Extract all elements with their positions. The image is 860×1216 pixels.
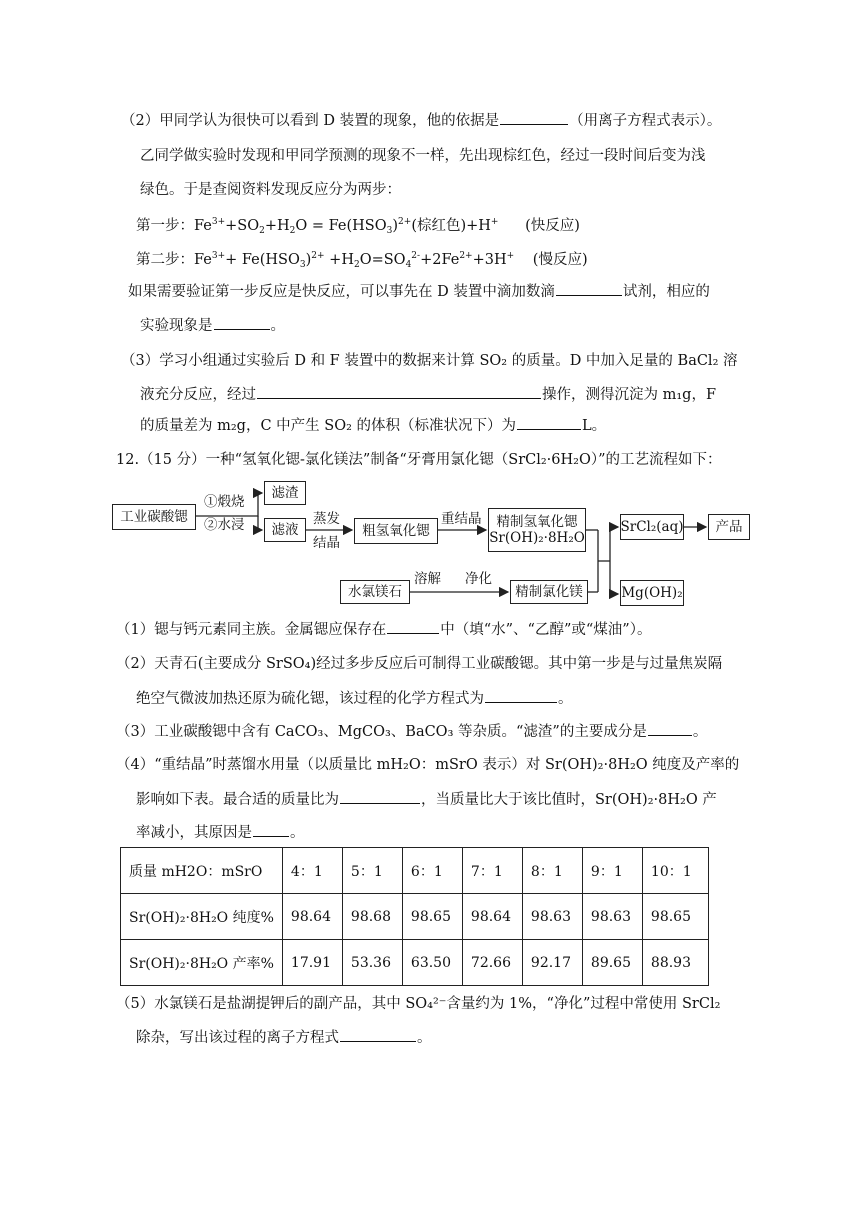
flow-box-refined-mgcl2: 精制氯化镁 bbox=[510, 580, 588, 604]
q12-s4-line3 bbox=[136, 822, 305, 843]
q2-text: 。 bbox=[270, 318, 285, 334]
q2-text: （用离子方程式表示）。 bbox=[569, 113, 722, 129]
flow-label-purify: 净化 bbox=[465, 571, 492, 587]
table-cell: 98.63 bbox=[582, 894, 642, 940]
q3-text: L。 bbox=[582, 418, 607, 434]
answer-blank[interactable] bbox=[253, 822, 289, 837]
equation: $Fe^{3+}+ Fe(HSO_3)^{2+} +H_2O=SO_4^{2-}+2Fe^{2+}+3H^+$ bbox=[194, 251, 515, 270]
answer-blank[interactable] bbox=[257, 384, 541, 399]
q12-text: 。 bbox=[692, 724, 708, 740]
q12-s4-line1: （4）“重结晶”时蒸馏水用量（以质量比 mH₂O：mSrO 表示）对 Sr(OH)₂·8H₂O 纯度及产率的 bbox=[116, 757, 740, 773]
table-header-cell: 7：1 bbox=[462, 848, 522, 894]
q12-text: 绝空气微波加热还原为硫化锶，该过程的化学方程式为 bbox=[136, 691, 484, 707]
table-cell: 98.65 bbox=[642, 894, 708, 940]
answer-blank[interactable] bbox=[500, 110, 568, 125]
q12-s1 bbox=[116, 619, 651, 640]
table-header-cell: 10：1 bbox=[642, 848, 708, 894]
table-header-cell: 4：1 bbox=[282, 848, 342, 894]
table-cell: 89.65 bbox=[582, 940, 642, 986]
q3-text: 液充分反应，经过 bbox=[140, 387, 256, 403]
table-header-cell: 9：1 bbox=[582, 848, 642, 894]
q12-s5-line1: （5）水氯镁石是盐湖提钾后的副产品，其中 SO₄²⁻含量约为 1%，“净化”过程中常使用 SrCl₂ bbox=[116, 996, 721, 1012]
step-note: (慢反应) bbox=[532, 252, 588, 268]
q12-text: 。 bbox=[417, 1030, 432, 1046]
flow-box-crude: 粗氢氧化锶 bbox=[354, 518, 438, 544]
table-cell: Sr(OH)₂·8H₂O 纯度% bbox=[121, 894, 283, 940]
table-cell: 98.65 bbox=[402, 894, 462, 940]
flow-box-residue: 滤渣 bbox=[264, 481, 306, 505]
flow-label-recryst: 重结晶 bbox=[441, 511, 482, 527]
table-cell: 98.64 bbox=[462, 894, 522, 940]
q12-text: ，当质量比大于该比值时，Sr(OH)₂·8H₂O 产 bbox=[421, 792, 717, 808]
q12-text: 率减小，其原因是 bbox=[136, 825, 252, 841]
table-row bbox=[121, 940, 709, 986]
answer-blank[interactable] bbox=[517, 415, 581, 430]
flow-box-filtrate: 滤液 bbox=[264, 518, 306, 542]
step-label: 第一步： bbox=[136, 218, 194, 234]
flow-box-start: 工业碳酸锶 bbox=[112, 504, 196, 530]
q2-text: 试剂，相应的 bbox=[622, 284, 710, 300]
q12-title: 12.（15 分）一种“氢氧化锶-氯化镁法”制备“牙膏用氯化锶（SrCl₂·6H₂O）”的工艺流程如下： bbox=[116, 452, 722, 468]
table-row bbox=[121, 848, 709, 894]
flow-box-bischofite: 水氯镁石 bbox=[340, 580, 410, 604]
q12-text: 影响如下表。最合适的质量比为 bbox=[136, 792, 339, 808]
table-header-cell: 6：1 bbox=[402, 848, 462, 894]
table-cell: 98.63 bbox=[522, 894, 582, 940]
q2-step-2 bbox=[136, 246, 588, 275]
flow-label-leach: ②水浸 bbox=[204, 517, 245, 533]
q2-line-2: 乙同学做实验时发现和甲同学预测的现象不一样，先出现棕红色，经过一段时间后变为浅 bbox=[140, 148, 706, 164]
flow-box-refined-line1: 精制氢氧化锶 bbox=[496, 514, 578, 530]
flow-label-dissolve: 溶解 bbox=[414, 571, 441, 587]
q12-s4-line2 bbox=[136, 789, 717, 810]
table-cell: Sr(OH)₂·8H₂O 产率% bbox=[121, 940, 283, 986]
flow-box-product: 产品 bbox=[708, 514, 750, 540]
flow-label-evap: 蒸发 bbox=[313, 511, 340, 527]
flow-label-cryst: 结晶 bbox=[313, 535, 340, 551]
answer-blank[interactable] bbox=[556, 281, 622, 296]
step-note: (快反应) bbox=[525, 218, 580, 234]
q2-line-1 bbox=[121, 110, 721, 131]
table-cell: 92.17 bbox=[522, 940, 582, 986]
table-cell: 98.68 bbox=[342, 894, 402, 940]
table-header-cell: 5：1 bbox=[342, 848, 402, 894]
step-label: 第二步： bbox=[136, 252, 194, 268]
q12-text: 。 bbox=[290, 825, 305, 841]
q12-s2-line2 bbox=[136, 688, 573, 709]
flow-box-refined-line2: Sr(OH)₂·8H₂O bbox=[489, 530, 585, 546]
answer-blank[interactable] bbox=[340, 1027, 416, 1042]
answer-blank[interactable] bbox=[214, 315, 270, 330]
q12-text: 中（填“水”、“乙醇”或“煤油”）。 bbox=[440, 622, 652, 638]
table-cell: 72.66 bbox=[462, 940, 522, 986]
flow-box-refined-sroh bbox=[488, 508, 586, 552]
flow-label-calcine: ①煅烧 bbox=[204, 494, 245, 510]
table-header-cell: 质量 mH2O：mSrO bbox=[121, 848, 283, 894]
q12-s3 bbox=[116, 721, 707, 742]
equation: $Fe^{3+}+SO_2+H_2O = Fe(HSO_3)^{2+}$(棕红色)+H+ bbox=[194, 217, 499, 236]
table-row bbox=[121, 894, 709, 940]
q3-text: 的质量差为 m₂g，C 中产生 SO₂ 的体积（标准状况下）为 bbox=[140, 418, 517, 434]
q3-text: 操作，测得沉淀为 m₁g，F bbox=[542, 387, 717, 403]
q2-line-7 bbox=[140, 315, 285, 336]
q12-text: （3）工业碳酸锶中含有 CaCO₃、MgCO₃、BaCO₃ 等杂质。“滤渣”的主要成分是 bbox=[116, 724, 647, 740]
flow-box-mgoh2: Mg(OH)₂ bbox=[620, 580, 684, 606]
q2-text: 如果需要验证第一步反应是快反应，可以事先在 D 装置中滴加数滴 bbox=[128, 284, 555, 300]
q12-text: 除杂，写出该过程的离子方程式 bbox=[136, 1030, 339, 1046]
table-cell: 17.91 bbox=[282, 940, 342, 986]
q12-s2-line1: （2）天青石(主要成分 SrSO₄)经过多步反应后可制得工业碳酸锶。其中第一步是与过量焦炭隔 bbox=[116, 656, 723, 672]
table-cell: 88.93 bbox=[642, 940, 708, 986]
q2-line-6 bbox=[128, 281, 710, 302]
q3-line-2 bbox=[140, 384, 716, 405]
flow-box-srcl2: SrCl₂(aq) bbox=[620, 514, 684, 540]
q3-line-3 bbox=[140, 415, 606, 436]
q12-s5-line2 bbox=[136, 1027, 432, 1048]
answer-blank[interactable] bbox=[485, 688, 557, 703]
answer-blank[interactable] bbox=[648, 721, 692, 736]
q12-text: 。 bbox=[558, 691, 573, 707]
q2-line-3: 绿色。于是查阅资料发现反应分为两步： bbox=[140, 182, 401, 198]
q2-text: 实验现象是 bbox=[140, 318, 213, 334]
q3-line-1: （3）学习小组通过实验后 D 和 F 装置中的数据来计算 SO₂ 的质量。D 中加入足量的 BaCl₂ 溶 bbox=[121, 353, 738, 369]
q12-text: （1）锶与钙元素同主族。金属锶应保存在 bbox=[116, 622, 387, 638]
table-cell: 63.50 bbox=[402, 940, 462, 986]
table-header-cell: 8：1 bbox=[522, 848, 582, 894]
q2-text: （2）甲同学认为很快可以看到 D 装置的现象，他的依据是 bbox=[121, 113, 500, 129]
table-cell: 98.64 bbox=[282, 894, 342, 940]
q2-step-1 bbox=[136, 212, 580, 241]
table-cell: 53.36 bbox=[342, 940, 402, 986]
ratio-table bbox=[120, 847, 709, 986]
answer-blank[interactable] bbox=[387, 619, 439, 634]
answer-blank[interactable] bbox=[340, 789, 420, 804]
